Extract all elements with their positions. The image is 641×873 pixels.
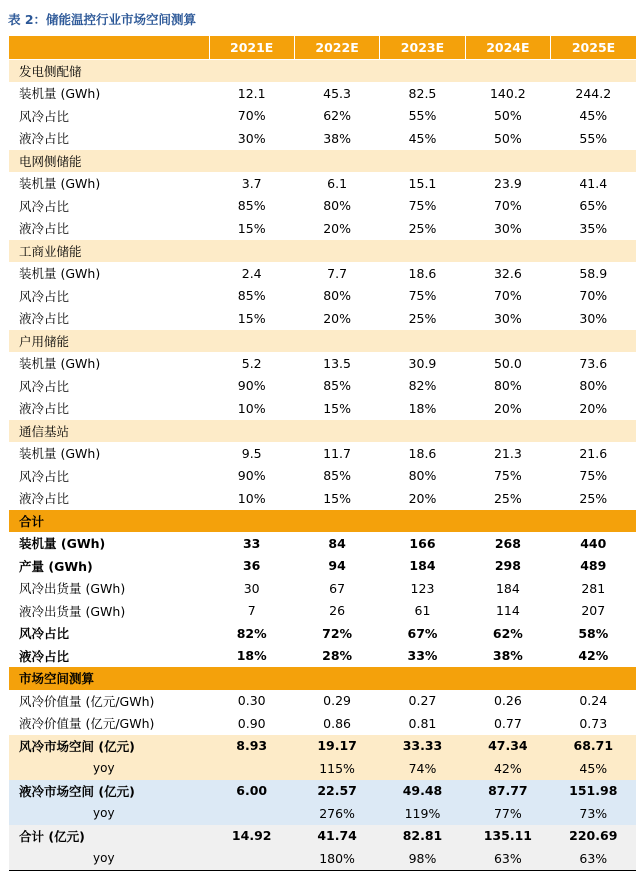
- table-row: [9, 577, 636, 600]
- table-row: [9, 712, 636, 735]
- value-cell: 2.4: [241, 265, 262, 281]
- value-cell: 55%: [579, 130, 608, 146]
- empty-cell: [209, 330, 294, 353]
- value-cell: 82.5: [408, 85, 437, 101]
- value-cell: 5.2: [241, 355, 262, 371]
- empty-cell: [465, 667, 550, 690]
- value-cell: 35%: [579, 220, 608, 236]
- value-cell: 68.71: [551, 735, 636, 758]
- market-space-table: [9, 36, 636, 870]
- empty-cell: [294, 510, 379, 533]
- table-row: [9, 262, 636, 285]
- table-header: [9, 36, 636, 59]
- empty-cell: [551, 420, 636, 443]
- value-cell: 90%: [237, 378, 266, 394]
- value-cell: 20%: [493, 400, 522, 416]
- value-cell: 85%: [237, 288, 266, 304]
- value-cell: 80%: [493, 378, 522, 394]
- table-row: [9, 105, 636, 128]
- value-cell: 94: [328, 558, 346, 574]
- value-cell: 8.93: [209, 735, 294, 758]
- value-cell: 20%: [408, 490, 437, 506]
- value-cell: 276%: [294, 802, 379, 825]
- value-cell: 41.4: [579, 175, 608, 191]
- value-cell: 65%: [579, 198, 608, 214]
- empty-cell: [465, 330, 550, 353]
- row-label: 风冷占比: [19, 378, 70, 394]
- value-cell: 3.7: [241, 175, 262, 191]
- value-cell: 50%: [493, 108, 522, 124]
- row-label: 装机量 (GWh): [19, 86, 101, 102]
- value-cell: 15.1: [408, 175, 437, 191]
- value-cell: 18%: [408, 400, 437, 416]
- header-cell-2023e: 2023E: [380, 36, 465, 59]
- table-body: [9, 59, 636, 870]
- empty-cell: [380, 667, 465, 690]
- row-label: 装机量 (GWh): [19, 536, 106, 552]
- value-cell: 30%: [579, 310, 608, 326]
- table-row: [9, 600, 636, 623]
- table-row: [9, 82, 636, 105]
- row-label: 风冷出货量 (GWh): [19, 581, 126, 597]
- value-cell: 50.0: [493, 355, 522, 371]
- table-row: [9, 690, 636, 713]
- empty-cell: [294, 59, 379, 82]
- value-cell: 0.73: [579, 715, 608, 731]
- value-cell: 33.33: [380, 735, 465, 758]
- row-label: 市场空间测算: [9, 667, 209, 690]
- value-cell: 20%: [323, 310, 351, 326]
- row-label: 工商业储能: [9, 240, 209, 263]
- value-cell: 25%: [493, 490, 522, 506]
- row-label: 液冷占比: [19, 221, 70, 237]
- table-row: [9, 397, 636, 420]
- empty-cell: [294, 330, 379, 353]
- value-cell: 21.6: [579, 445, 608, 461]
- value-cell: 0.81: [408, 715, 437, 731]
- value-cell: 298: [494, 558, 521, 574]
- value-cell: 12.1: [237, 85, 266, 101]
- table-row: [9, 780, 636, 803]
- value-cell: 0.86: [323, 715, 351, 731]
- table-bottom-rule: [9, 870, 636, 871]
- table-row: [9, 352, 636, 375]
- value-cell: 58%: [578, 625, 609, 641]
- value-cell: 87.77: [465, 780, 550, 803]
- table-row: [9, 217, 636, 240]
- value-cell: 123: [410, 580, 435, 596]
- row-label: 液冷占比: [19, 131, 70, 147]
- empty-cell: [380, 330, 465, 353]
- row-label: 装机量 (GWh): [19, 266, 101, 282]
- row-label: 液冷价值量 (亿元/GWh): [19, 716, 155, 732]
- value-cell: 77%: [465, 802, 550, 825]
- value-cell: 15%: [237, 310, 266, 326]
- value-cell: 82.81: [380, 825, 465, 848]
- empty-cell: [380, 150, 465, 173]
- value-cell: 28%: [322, 648, 353, 664]
- value-cell: 15%: [237, 220, 266, 236]
- value-cell: 62%: [492, 625, 523, 641]
- empty-cell: [294, 667, 379, 690]
- value-cell: 151.98: [551, 780, 636, 803]
- header-cell-2025e: 2025E: [551, 36, 636, 59]
- table-row: [9, 375, 636, 398]
- empty-cell: [209, 510, 294, 533]
- table-row: [9, 127, 636, 150]
- value-cell: 11.7: [323, 445, 351, 461]
- value-cell: 6.1: [327, 175, 348, 191]
- value-cell: 70%: [579, 288, 608, 304]
- table-row: [9, 465, 636, 488]
- value-cell: 9.5: [241, 445, 262, 461]
- value-cell: 119%: [380, 802, 465, 825]
- table-row: [9, 285, 636, 308]
- value-cell: 45%: [408, 130, 437, 146]
- value-cell: 25%: [408, 310, 437, 326]
- value-cell: 75%: [408, 288, 437, 304]
- row-label: 装机量 (GWh): [19, 176, 101, 192]
- row-label: 电网侧储能: [9, 150, 209, 173]
- value-cell: 220.69: [551, 825, 636, 848]
- row-label: 风冷占比: [19, 288, 70, 304]
- value-cell: 63%: [465, 847, 550, 870]
- empty-cell: [294, 420, 379, 443]
- value-cell: 41.74: [294, 825, 379, 848]
- value-cell: 207: [581, 603, 606, 619]
- value-cell: 184: [409, 558, 436, 574]
- value-cell: 84: [328, 535, 346, 551]
- table-row: [9, 442, 636, 465]
- value-cell: 30.9: [408, 355, 437, 371]
- empty-cell: [551, 240, 636, 263]
- value-cell: 0.77: [493, 715, 522, 731]
- row-label: 风冷占比: [19, 108, 70, 124]
- table-row: [9, 532, 636, 555]
- value-cell: 45%: [551, 757, 636, 780]
- row-label: 合计: [9, 510, 209, 533]
- section-row: [9, 420, 636, 443]
- value-cell: 489: [580, 558, 607, 574]
- row-label: 合计 (亿元): [9, 825, 209, 848]
- value-cell: 20%: [579, 400, 608, 416]
- row-label: 发电侧配储: [9, 59, 209, 82]
- value-cell: 75%: [493, 468, 522, 484]
- empty-cell: [551, 667, 636, 690]
- value-cell: [209, 757, 294, 780]
- row-label: yoy: [9, 802, 209, 825]
- empty-cell: [551, 330, 636, 353]
- empty-cell: [551, 150, 636, 173]
- value-cell: 45%: [579, 108, 608, 124]
- value-cell: 19.17: [294, 735, 379, 758]
- empty-cell: [209, 420, 294, 443]
- value-cell: 42%: [578, 648, 609, 664]
- value-cell: [209, 802, 294, 825]
- value-cell: 67: [329, 580, 346, 596]
- section-row: [9, 59, 636, 82]
- value-cell: 90%: [237, 468, 266, 484]
- table-row: [9, 847, 636, 870]
- table-row: [9, 645, 636, 668]
- empty-cell: [465, 420, 550, 443]
- value-cell: 82%: [408, 378, 437, 394]
- value-cell: 42%: [465, 757, 550, 780]
- value-cell: 7: [247, 603, 256, 619]
- section-row: [9, 510, 636, 533]
- value-cell: 25%: [408, 220, 437, 236]
- value-cell: 440: [580, 535, 607, 551]
- value-cell: 33: [242, 535, 261, 551]
- table-row: [9, 172, 636, 195]
- value-cell: 55%: [408, 108, 437, 124]
- value-cell: 30: [243, 580, 260, 596]
- value-cell: 61: [414, 603, 431, 619]
- empty-cell: [380, 420, 465, 443]
- table-row: [9, 487, 636, 510]
- value-cell: 75%: [408, 198, 437, 214]
- row-label: 装机量 (GWh): [19, 356, 101, 372]
- value-cell: 50%: [493, 130, 522, 146]
- value-cell: 13.5: [323, 355, 351, 371]
- value-cell: 62%: [323, 108, 351, 124]
- table-row: [9, 757, 636, 780]
- row-label: yoy: [9, 757, 209, 780]
- empty-cell: [380, 510, 465, 533]
- value-cell: 30%: [493, 310, 522, 326]
- header-cell-2022e: 2022E: [294, 36, 379, 59]
- header-cell-2024e: 2024E: [465, 36, 550, 59]
- row-label: 风冷占比: [19, 626, 70, 642]
- table-row: [9, 555, 636, 578]
- header-cell-2021e: 2021E: [209, 36, 294, 59]
- empty-cell: [465, 59, 550, 82]
- value-cell: 166: [409, 535, 436, 551]
- value-cell: 33%: [407, 648, 438, 664]
- value-cell: 0.26: [493, 693, 522, 709]
- value-cell: 80%: [408, 468, 437, 484]
- value-cell: 18%: [236, 648, 267, 664]
- row-label: 液冷占比: [19, 648, 70, 664]
- row-label: 液冷占比: [19, 401, 70, 417]
- value-cell: 18.6: [408, 265, 437, 281]
- table-caption: 表 2：储能温控行业市场空间测算: [8, 12, 197, 27]
- empty-cell: [465, 510, 550, 533]
- value-cell: 70%: [493, 198, 522, 214]
- value-cell: 80%: [579, 378, 608, 394]
- row-label: 通信基站: [9, 420, 209, 443]
- empty-cell: [465, 240, 550, 263]
- value-cell: 244.2: [575, 85, 612, 101]
- value-cell: 135.11: [465, 825, 550, 848]
- empty-cell: [209, 240, 294, 263]
- empty-cell: [465, 150, 550, 173]
- value-cell: 115%: [294, 757, 379, 780]
- empty-cell: [380, 59, 465, 82]
- value-cell: 14.92: [209, 825, 294, 848]
- value-cell: 85%: [237, 198, 266, 214]
- empty-cell: [209, 150, 294, 173]
- row-label: 产量 (GWh): [19, 558, 93, 574]
- value-cell: 281: [581, 580, 606, 596]
- value-cell: 73.6: [579, 355, 608, 371]
- value-cell: 80%: [323, 198, 351, 214]
- value-cell: 85%: [323, 378, 351, 394]
- row-label: 风冷占比: [19, 198, 70, 214]
- value-cell: 15%: [323, 400, 351, 416]
- value-cell: 47.34: [465, 735, 550, 758]
- table-row: [9, 825, 636, 848]
- value-cell: 36: [242, 558, 261, 574]
- header-row: [9, 36, 636, 59]
- empty-cell: [294, 150, 379, 173]
- header-cell-label: [9, 36, 209, 59]
- value-cell: 63%: [551, 847, 636, 870]
- value-cell: 72%: [322, 625, 353, 641]
- value-cell: 32.6: [493, 265, 522, 281]
- empty-cell: [209, 667, 294, 690]
- value-cell: 0.90: [237, 715, 266, 731]
- value-cell: 26: [329, 603, 346, 619]
- value-cell: 0.27: [408, 693, 437, 709]
- row-label: 户用储能: [9, 330, 209, 353]
- table-row: [9, 735, 636, 758]
- value-cell: 74%: [380, 757, 465, 780]
- row-label: 液冷市场空间 (亿元): [9, 780, 209, 803]
- value-cell: 25%: [579, 490, 608, 506]
- row-label: 液冷占比: [19, 311, 70, 327]
- value-cell: 15%: [323, 490, 351, 506]
- section-row: [9, 150, 636, 173]
- row-label: 风冷占比: [19, 468, 70, 484]
- value-cell: 30%: [237, 130, 266, 146]
- value-cell: 184: [495, 580, 520, 596]
- row-label: 风冷价值量 (亿元/GWh): [19, 693, 155, 709]
- table-row: [9, 195, 636, 218]
- empty-cell: [551, 510, 636, 533]
- value-cell: 58.9: [579, 265, 608, 281]
- value-cell: 67%: [407, 625, 438, 641]
- table-row: [9, 622, 636, 645]
- value-cell: 98%: [380, 847, 465, 870]
- value-cell: 70%: [237, 108, 266, 124]
- value-cell: 82%: [236, 625, 267, 641]
- value-cell: 70%: [493, 288, 522, 304]
- row-label: 液冷占比: [19, 491, 70, 507]
- value-cell: 45.3: [323, 85, 351, 101]
- value-cell: 0.24: [579, 693, 608, 709]
- row-label: yoy: [9, 847, 209, 870]
- value-cell: 49.48: [380, 780, 465, 803]
- value-cell: 38%: [492, 648, 523, 664]
- section-row: [9, 330, 636, 353]
- empty-cell: [551, 59, 636, 82]
- section-row: [9, 240, 636, 263]
- value-cell: 38%: [323, 130, 351, 146]
- value-cell: 73%: [551, 802, 636, 825]
- value-cell: 22.57: [294, 780, 379, 803]
- table-row: [9, 802, 636, 825]
- value-cell: 7.7: [327, 265, 348, 281]
- value-cell: 0.29: [323, 693, 351, 709]
- value-cell: 10%: [237, 400, 266, 416]
- value-cell: 30%: [493, 220, 522, 236]
- value-cell: 180%: [294, 847, 379, 870]
- value-cell: 114: [495, 603, 520, 619]
- value-cell: 140.2: [489, 85, 526, 101]
- value-cell: 80%: [323, 288, 351, 304]
- value-cell: 0.30: [237, 693, 266, 709]
- value-cell: 6.00: [209, 780, 294, 803]
- value-cell: 268: [494, 535, 521, 551]
- row-label: 装机量 (GWh): [19, 446, 101, 462]
- value-cell: 21.3: [493, 445, 522, 461]
- section-row: [9, 667, 636, 690]
- empty-cell: [294, 240, 379, 263]
- table-row: [9, 307, 636, 330]
- row-label: 液冷出货量 (GWh): [19, 603, 126, 619]
- value-cell: 10%: [237, 490, 266, 506]
- value-cell: [209, 847, 294, 870]
- row-label: 风冷市场空间 (亿元): [9, 735, 209, 758]
- value-cell: 85%: [323, 468, 351, 484]
- value-cell: 75%: [579, 468, 608, 484]
- value-cell: 23.9: [493, 175, 522, 191]
- empty-cell: [209, 59, 294, 82]
- empty-cell: [380, 240, 465, 263]
- value-cell: 20%: [323, 220, 351, 236]
- value-cell: 18.6: [408, 445, 437, 461]
